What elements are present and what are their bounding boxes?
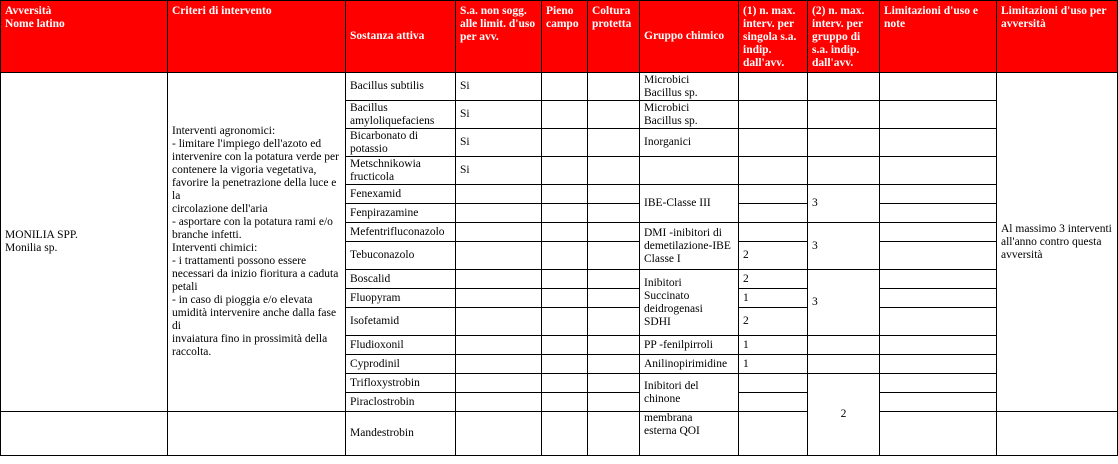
sa-non-soggette-cell: [456, 289, 542, 308]
n-max-gruppo-cell: [808, 129, 880, 157]
sa-non-soggette-cell: [456, 374, 542, 393]
header-n-max-gruppo: (2) n. max. interv. per gruppo di s.a. indip. dall'avv.: [808, 1, 880, 73]
header-limitazioni-avversita: Limitazioni d'uso per avversità: [997, 1, 1118, 73]
header-row: [1, 1, 1118, 73]
sa-non-soggette-cell: [456, 204, 542, 223]
sostanza-attiva-cell: Bicarbonato di potassio: [346, 129, 456, 157]
coltura-protetta-cell: [588, 270, 640, 289]
n-max-singola-cell: 1: [739, 355, 808, 374]
limitazioni-note-cell: [880, 412, 997, 456]
coltura-protetta-cell: [588, 242, 640, 270]
header-coltura-protetta: Coltura protetta: [588, 1, 640, 73]
sostanza-attiva-cell: Cyprodinil: [346, 355, 456, 374]
sostanza-attiva-cell: Metschnikowia fructicola: [346, 157, 456, 185]
coltura-protetta-cell: [588, 223, 640, 242]
sa-non-soggette-cell: Si: [456, 129, 542, 157]
sostanza-attiva-cell: Piraclostrobin: [346, 393, 456, 412]
sostanza-attiva-cell: Boscalid: [346, 270, 456, 289]
n-max-singola-cell: 1: [739, 289, 808, 308]
n-max-singola-cell: 2: [739, 242, 808, 270]
limitazioni-note-cell: [880, 157, 997, 185]
n-max-gruppo-cell: [808, 336, 880, 355]
pieno-campo-cell: [542, 242, 588, 270]
coltura-protetta-cell: [588, 412, 640, 456]
pieno-campo-cell: [542, 336, 588, 355]
criteri-intervento-cell: Interventi agronomici: - limitare l'impiego dell'azoto ed intervenire con la potatura verde per contenere la vigoria vegetativa, favorire la penetrazione della luce e la circolazione dell'aria - asportare con la potatura rami e/o branche infetti. Interventi chimici: - i trattamenti possono essere necessari da inizio fioritura a caduta petali - in caso di pioggia e/o elevata umidità intervenire anche dalla fase di invaiatura fino in prossimità della raccolta.: [168, 73, 346, 412]
avversita-cell: MONILIA SPP. Monilia sp.: [1, 73, 168, 412]
n-max-singola-cell: 2: [739, 270, 808, 289]
table-row: [1, 73, 1118, 101]
n-max-singola-cell: [739, 374, 808, 393]
limitazioni-note-cell: [880, 101, 997, 129]
limitazioni-note-cell: [880, 355, 997, 374]
pieno-campo-cell: [542, 204, 588, 223]
n-max-gruppo-cell: [808, 157, 880, 185]
n-max-singola-cell: [739, 73, 808, 101]
sa-non-soggette-cell: [456, 308, 542, 336]
gruppo-chimico-cell: membrana esterna QOI: [640, 412, 739, 456]
sa-non-soggette-cell: Si: [456, 157, 542, 185]
sostanza-attiva-cell: Bacillus subtilis: [346, 73, 456, 101]
sostanza-attiva-cell: Fluopyram: [346, 289, 456, 308]
gruppo-chimico-cell: Microbici Bacillus sp.: [640, 101, 739, 129]
limitazioni-note-cell: [880, 129, 997, 157]
header-avversita: Avversità Nome latino: [1, 1, 168, 73]
pieno-campo-cell: [542, 270, 588, 289]
limitazioni-note-cell: [880, 73, 997, 101]
n-max-singola-cell: [739, 185, 808, 204]
header-pieno-campo: Pieno campo: [542, 1, 588, 73]
n-max-singola-cell: [739, 412, 808, 456]
coltura-protetta-cell: [588, 289, 640, 308]
limitazioni-note-cell: [880, 242, 997, 270]
gruppo-chimico-cell: IBE-Classe III: [640, 185, 739, 223]
coltura-protetta-cell: [588, 185, 640, 204]
limitazioni-note-cell: [880, 336, 997, 355]
n-max-gruppo-cell: [808, 101, 880, 129]
header-sa-non-soggette: S.a. non sogg. alle limit. d'uso per avv.: [456, 1, 542, 73]
coltura-protetta-cell: [588, 374, 640, 393]
limitazioni-note-cell: [880, 204, 997, 223]
sostanza-attiva-cell: Isofetamid: [346, 308, 456, 336]
limitazioni-note-cell: [880, 374, 997, 393]
pieno-campo-cell: [542, 393, 588, 412]
sa-non-soggette-cell: [456, 270, 542, 289]
sostanza-attiva-cell: Fenexamid: [346, 185, 456, 204]
sostanza-attiva-cell: Trifloxystrobin: [346, 374, 456, 393]
pieno-campo-cell: [542, 223, 588, 242]
n-max-gruppo-cell: 3: [808, 223, 880, 270]
n-max-singola-cell: [739, 223, 808, 242]
gruppo-chimico-cell: Microbici Bacillus sp.: [640, 73, 739, 101]
coltura-protetta-cell: [588, 308, 640, 336]
n-max-singola-cell: [739, 157, 808, 185]
n-max-gruppo-cell: 3: [808, 270, 880, 336]
pieno-campo-cell: [542, 101, 588, 129]
gruppo-chimico-cell: PP -fenilpirroli: [640, 336, 739, 355]
coltura-protetta-cell: [588, 393, 640, 412]
sa-non-soggette-cell: [456, 355, 542, 374]
coltura-protetta-cell: [588, 336, 640, 355]
sa-non-soggette-cell: [456, 412, 542, 456]
sa-non-soggette-cell: Si: [456, 73, 542, 101]
n-max-singola-cell: [739, 129, 808, 157]
header-gruppo-chimico: Gruppo chimico: [640, 1, 739, 73]
coltura-protetta-cell: [588, 129, 640, 157]
n-max-singola-cell: 2: [739, 308, 808, 336]
pieno-campo-cell: [542, 289, 588, 308]
sostanza-attiva-cell: Fenpirazamine: [346, 204, 456, 223]
sostanza-attiva-cell: Mandestrobin: [346, 412, 456, 456]
n-max-singola-cell: [739, 393, 808, 412]
pieno-campo-cell: [542, 73, 588, 101]
sostanza-attiva-cell: Mefentrifluconazolo: [346, 223, 456, 242]
pieno-campo-cell: [542, 412, 588, 456]
limitazioni-avversita-cell: Al massimo 3 interventi all'anno contro questa avversità: [997, 73, 1118, 412]
gruppo-chimico-cell: Anilinopirimidine: [640, 355, 739, 374]
gruppo-chimico-cell: Inibitori Succinato deidrogenasi SDHI: [640, 270, 739, 336]
sa-non-soggette-cell: Si: [456, 101, 542, 129]
coltura-protetta-cell: [588, 101, 640, 129]
header-criteri: Criteri di intervento: [168, 1, 346, 73]
limitazioni-avversita-cell: [997, 412, 1118, 456]
sostanza-attiva-cell: Fludioxonil: [346, 336, 456, 355]
gruppo-chimico-cell: Inorganici: [640, 129, 739, 157]
pieno-campo-cell: [542, 308, 588, 336]
header-n-max-singola: (1) n. max. interv. per singola s.a. indip. dall'avv.: [739, 1, 808, 73]
sa-non-soggette-cell: [456, 242, 542, 270]
n-max-singola-cell: 1: [739, 336, 808, 355]
limitazioni-note-cell: [880, 185, 997, 204]
gruppo-chimico-cell: [640, 157, 739, 185]
coltura-protetta-cell: [588, 355, 640, 374]
sa-non-soggette-cell: [456, 185, 542, 204]
pieno-campo-cell: [542, 355, 588, 374]
gruppo-chimico-cell: Inibitori del chinone: [640, 374, 739, 412]
limitazioni-note-cell: [880, 308, 997, 336]
sa-non-soggette-cell: [456, 336, 542, 355]
limitazioni-note-cell: [880, 289, 997, 308]
n-max-singola-cell: [739, 101, 808, 129]
n-max-singola-cell: [739, 204, 808, 223]
n-max-gruppo-cell: [808, 355, 880, 374]
n-max-gruppo-cell: 3: [808, 185, 880, 223]
header-sostanza-attiva: Sostanza attiva: [346, 1, 456, 73]
sa-non-soggette-cell: [456, 223, 542, 242]
pieno-campo-cell: [542, 374, 588, 393]
pieno-campo-cell: [542, 185, 588, 204]
n-max-gruppo-cell: [808, 73, 880, 101]
limitazioni-note-cell: [880, 270, 997, 289]
coltura-protetta-cell: [588, 204, 640, 223]
pieno-campo-cell: [542, 157, 588, 185]
coltura-protetta-cell: [588, 157, 640, 185]
sa-non-soggette-cell: [456, 393, 542, 412]
limitazioni-note-cell: [880, 223, 997, 242]
avversita-cell: [1, 412, 168, 456]
n-max-gruppo-cell: 2: [808, 374, 880, 456]
sostanza-attiva-cell: Tebuconazolo: [346, 242, 456, 270]
gruppo-chimico-cell: DMI -inibitori di demetilazione-IBE Classe I: [640, 223, 739, 270]
criteri-intervento-cell: [168, 412, 346, 456]
table-row: [1, 412, 1118, 456]
coltura-protetta-cell: [588, 73, 640, 101]
header-limitazioni-note: Limitazioni d'uso e note: [880, 1, 997, 73]
sostanza-attiva-cell: Bacillus amyloliquefaciens: [346, 101, 456, 129]
limitazioni-note-cell: [880, 393, 997, 412]
pieno-campo-cell: [542, 129, 588, 157]
